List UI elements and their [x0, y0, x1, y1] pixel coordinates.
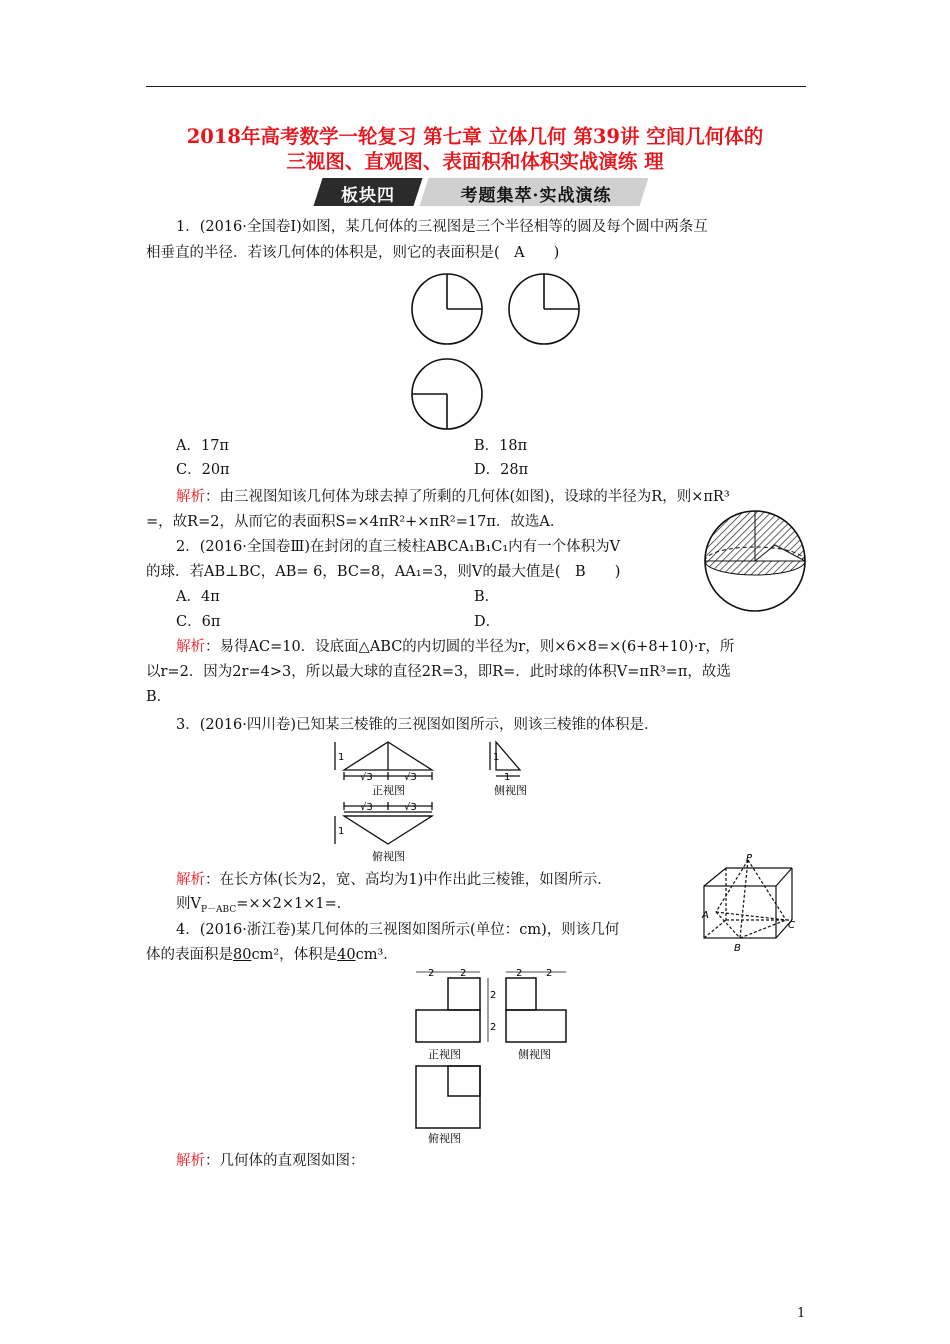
section-banner — [318, 178, 644, 206]
svg-text:1: 1 — [338, 752, 345, 763]
q3-dim-sqrt3: √3 — [360, 772, 373, 783]
svg-text:2: 2 — [546, 968, 553, 979]
svg-text:1: 1 — [504, 772, 511, 783]
svg-text:2: 2 — [490, 1022, 497, 1033]
solution-label: 解析 — [176, 639, 205, 655]
q3-top-label: 俯视图 — [372, 850, 405, 863]
svg-text:√3: √3 — [360, 802, 373, 813]
q1-option-a: A．17π — [176, 438, 229, 454]
svg-text:2: 2 — [490, 990, 497, 1001]
q2-line1: 2．(2016·全国卷Ⅲ)在封闭的直三棱柱ABCA₁B₁C₁内有一个体积为V — [176, 539, 621, 555]
q1-sphere-figure — [700, 505, 810, 615]
q1-option-c: C．20π — [176, 462, 230, 478]
q1-three-view-figure — [410, 272, 586, 442]
svg-text:C: C — [788, 920, 795, 931]
q3-front-label: 正视图 — [372, 784, 405, 797]
solution-label: 解析 — [176, 489, 205, 505]
banner-right-label: 考题集萃·实战演练 — [460, 186, 612, 206]
q1-line1: 1．(2016·全国卷Ⅰ)如图，某几何体的三视图是三个半径相等的圆及每个圆中两条互 — [176, 219, 708, 235]
solution-label: 解析 — [176, 1153, 205, 1169]
q3-cuboid-figure — [700, 852, 804, 954]
q2-option-a: A．4π — [176, 589, 220, 605]
q4-line1: 4．(2016·浙江卷)某几何体的三视图如图所示(单位：cm)，则该几何 — [176, 922, 620, 938]
svg-text:2: 2 — [460, 968, 467, 979]
header-rule — [146, 86, 806, 87]
q3-solution-line2: 则$V_{P-ABC}=\times\times 2\times 1\times 1=$． — [176, 896, 352, 915]
q4-side-label: 侧视图 — [518, 1048, 551, 1061]
q2-solution-line1: 解析：易得AC=10．设底面△ABC的内切圆的半径为r，则×6×8=×(6+8+10)·r，所 — [176, 639, 735, 655]
q2-option-b: B． — [474, 589, 500, 605]
banner-left-label: 板块四 — [341, 186, 395, 206]
q2-line2: 的球．若AB⊥BC，AB= 6，BC=8，AA₁=3，则V的最大值是( B ) — [146, 564, 621, 580]
q1-option-d: D．28π — [474, 462, 529, 478]
svg-text:A: A — [702, 910, 709, 921]
svg-text:B: B — [734, 943, 741, 954]
q3-line1: 3．(2016·四川卷)已知某三棱锥的三视图如图所示，则该三棱锥的体积是． — [176, 717, 659, 733]
title-line-1: 2018年高考数学一轮复习 第七章 立体几何 第39讲 空间几何体的 — [186, 125, 764, 148]
q4-top-label: 俯视图 — [428, 1132, 461, 1145]
q1-solution-line1: 解析：由三视图知该几何体为球去掉了所剩的几何体(如图)，设球的半径为R，则×πR³ — [176, 489, 730, 505]
solution-label: 解析 — [176, 872, 205, 888]
page-title — [120, 124, 830, 174]
q4-three-view-figure — [410, 966, 580, 1146]
q1-option-b: B．18π — [474, 438, 528, 454]
svg-text:2: 2 — [516, 968, 523, 979]
q3-solution-line1: 解析：在长方体(长为2，宽、高均为1)中作出此三棱锥，如图所示． — [176, 872, 612, 888]
q4-line2: 体的表面积是80cm²，体积是40cm³． — [146, 947, 398, 963]
q1-solution-line2: =，故R=2，从而它的表面积S=×4πR²+×πR²=17π．故选A． — [146, 514, 565, 530]
page-number: 1 — [797, 1306, 806, 1321]
q2-option-d: D． — [474, 614, 501, 630]
q4-front-label: 正视图 — [428, 1048, 461, 1061]
q1-line2: 相垂直的半径．若该几何体的体积是，则它的表面积是( A ) — [146, 245, 560, 261]
svg-text:1: 1 — [493, 752, 500, 763]
q2-solution-line2: 以r=2．因为2r=4>3，所以最大球的直径2R=3，即R=．此时球的体积V=πR³=π，故选 — [146, 664, 731, 680]
q4-solution-line1: 解析：几何体的直观图如图： — [176, 1153, 365, 1169]
q2-option-c: C．6π — [176, 614, 221, 630]
q4-volume-answer: 40 — [337, 947, 356, 963]
svg-text:P: P — [746, 853, 753, 864]
q4-area-answer: 80 — [233, 947, 252, 963]
svg-text:1: 1 — [338, 826, 345, 837]
svg-text:√3: √3 — [404, 772, 417, 783]
q3-side-label: 侧视图 — [494, 784, 527, 797]
q4-dim-2: 2 — [428, 968, 435, 979]
q2-solution-line3: B． — [146, 689, 172, 705]
svg-text:√3: √3 — [404, 802, 417, 813]
q3-three-view-figure — [330, 740, 550, 866]
title-line-2: 三视图、直观图、表面积和体积实战演练 理 — [286, 150, 664, 173]
